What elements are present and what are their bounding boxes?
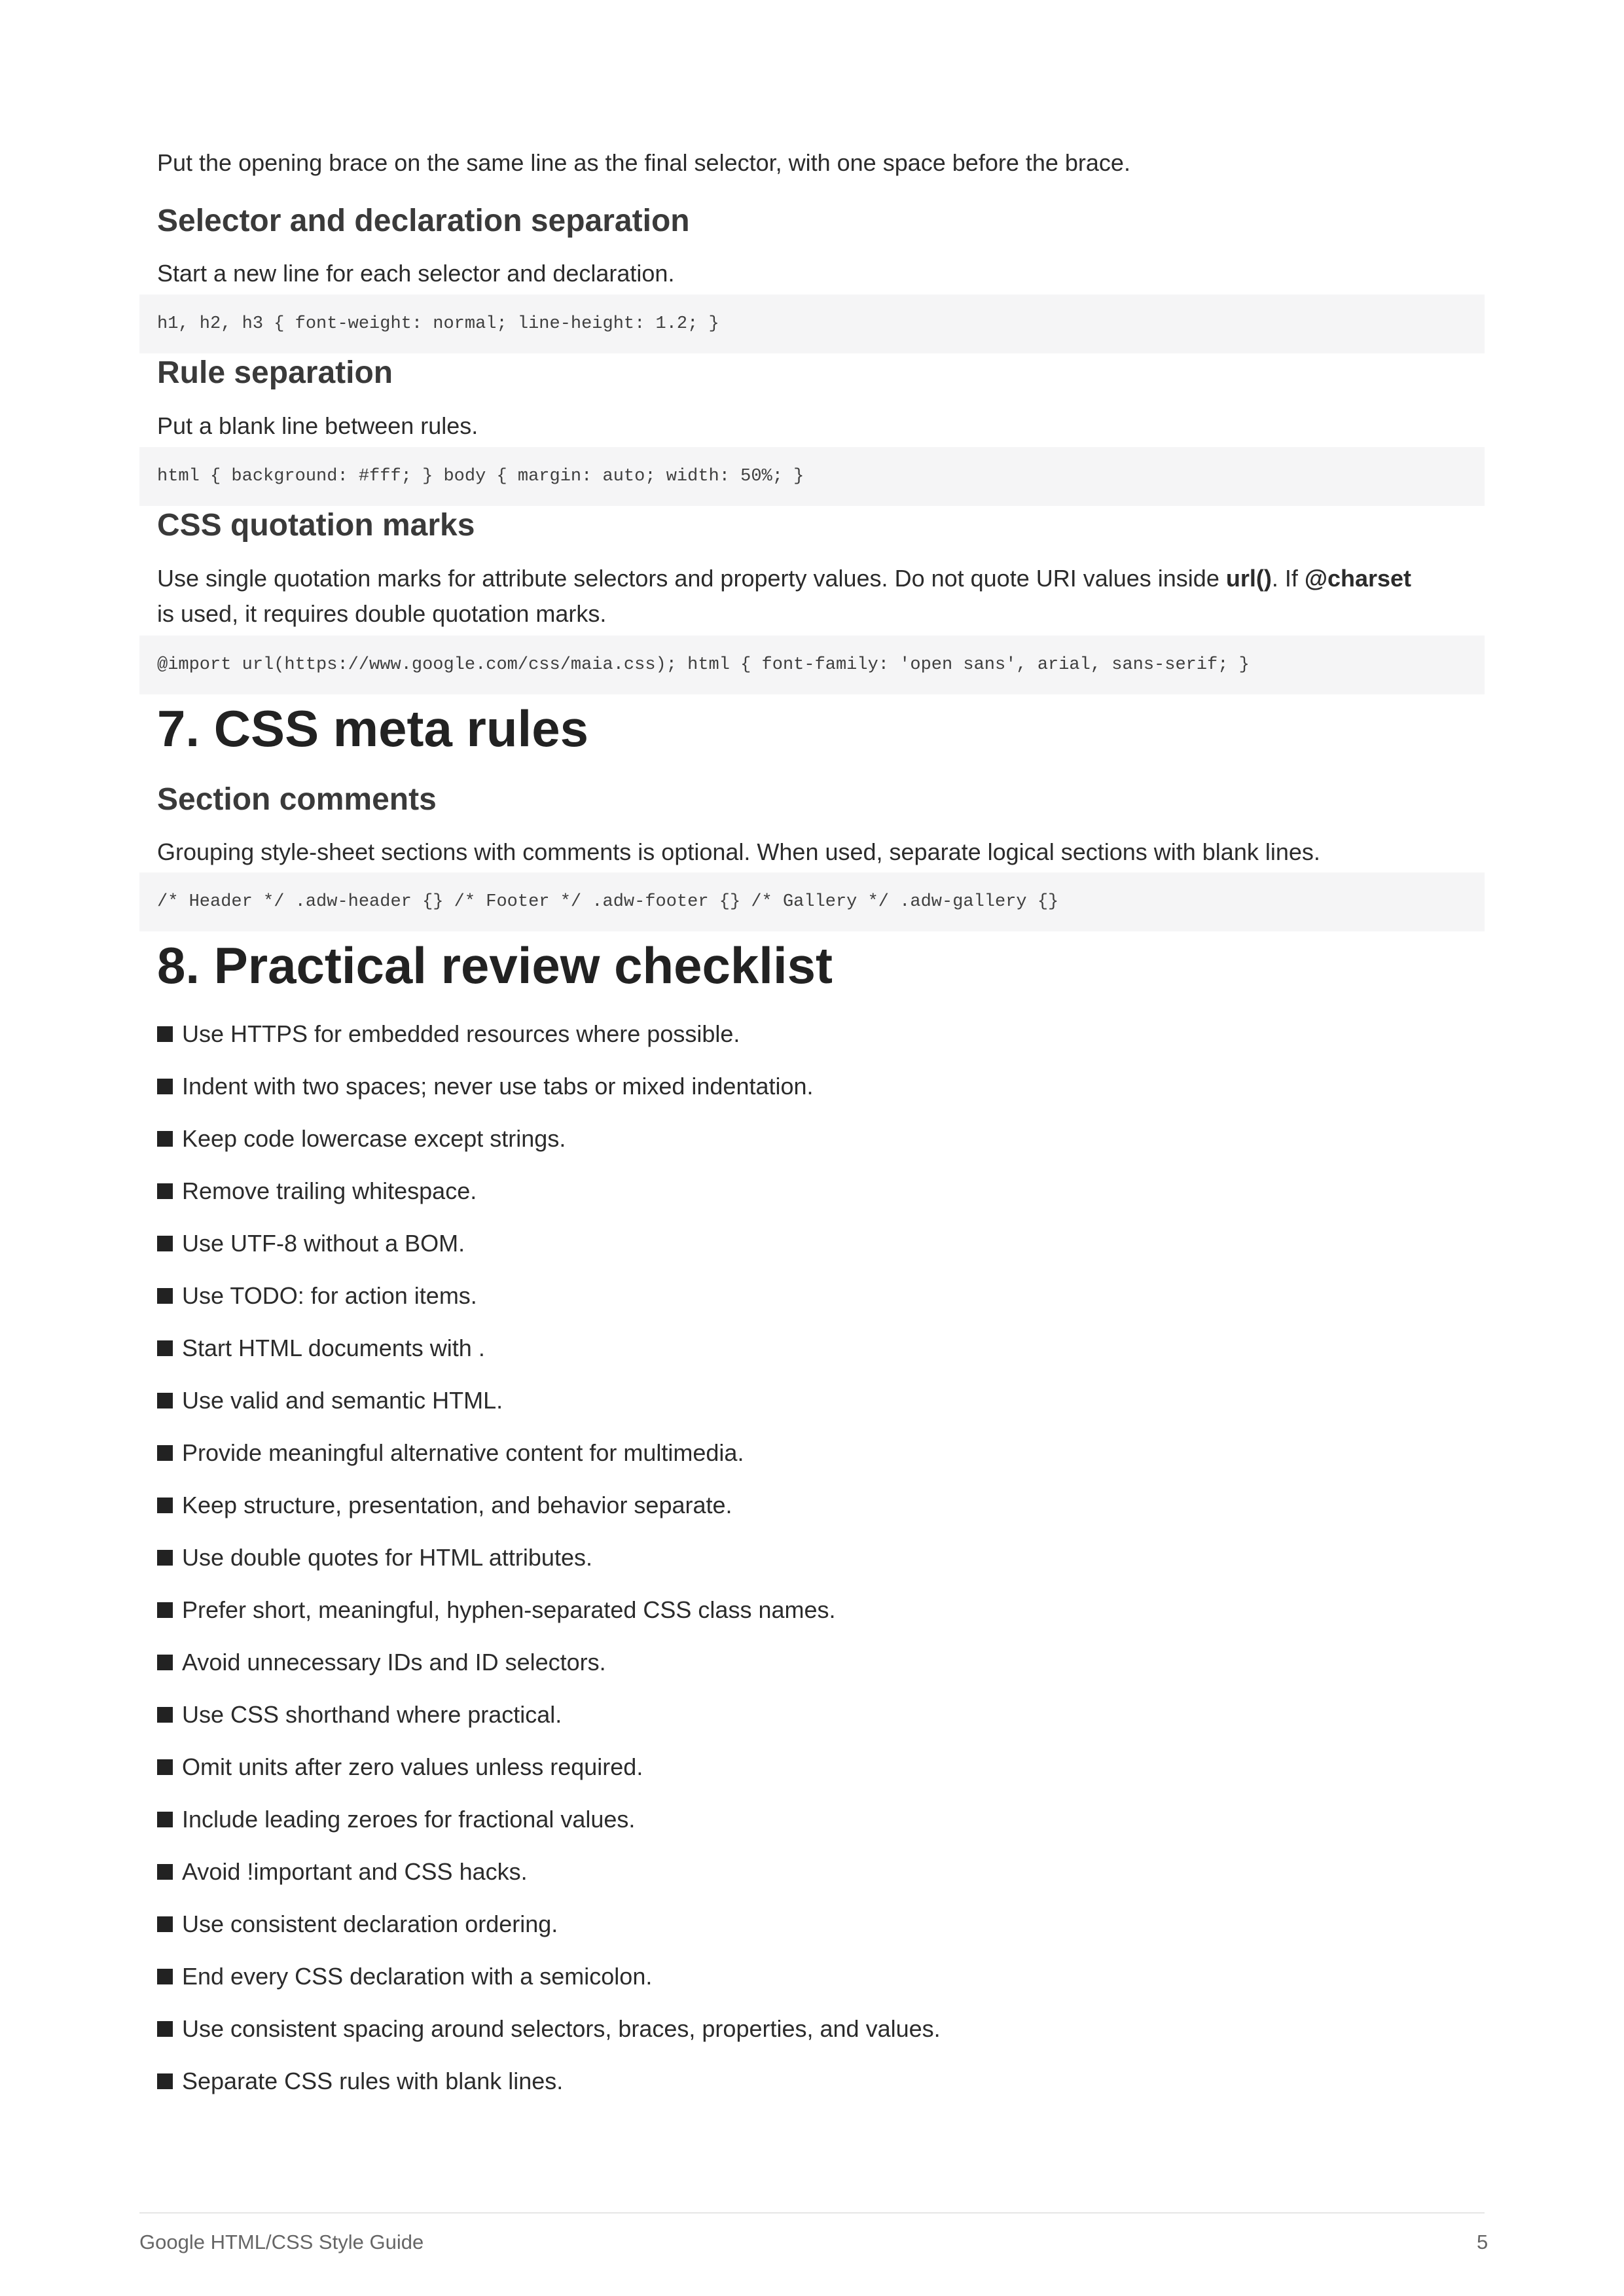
square-bullet-icon <box>157 1707 173 1723</box>
code-block-selector-separation: h1, h2, h3 { font-weight: normal; line-height: 1.2; } <box>139 295 1485 353</box>
square-bullet-icon <box>157 1550 173 1566</box>
checklist-item <box>157 1697 562 1732</box>
square-bullet-icon <box>157 1602 173 1618</box>
checklist-item <box>157 2011 941 2047</box>
square-bullet-icon <box>157 1916 173 1932</box>
heading-selector-separation: Selector and declaration separation <box>157 204 690 238</box>
checklist-item-text: Use UTF-8 without a BOM. <box>182 1230 465 1257</box>
square-bullet-icon <box>157 2021 173 2037</box>
section-comments-text: Grouping style-sheet sections with comments is optional. When used, separate logical sections with blank lines. <box>157 838 1320 865</box>
quotation-bold-charset: @charset <box>1304 565 1412 592</box>
square-bullet-icon <box>157 1026 173 1042</box>
heading-css-quotation-marks: CSS quotation marks <box>157 508 475 543</box>
checklist-item <box>157 1749 643 1785</box>
footer-page-number: 5 <box>1477 2231 1489 2253</box>
square-bullet-icon <box>157 1236 173 1251</box>
checklist-item-text: Indent with two spaces; never use tabs or mixed indentation. <box>182 1073 814 1100</box>
checklist-item <box>157 1435 744 1471</box>
checklist-item-text: Avoid !important and CSS hacks. <box>182 1858 528 1885</box>
square-bullet-icon <box>157 1340 173 1356</box>
checklist-item <box>157 1069 814 1104</box>
square-bullet-icon <box>157 1079 173 1094</box>
square-bullet-icon <box>157 1131 173 1147</box>
checklist-item-text: Use consistent declaration ordering. <box>182 1910 558 1937</box>
checklist-item <box>157 1174 477 1209</box>
quotation-text-middle: . If <box>1271 565 1305 592</box>
checklist-item-text: Use valid and semantic HTML. <box>182 1387 503 1414</box>
square-bullet-icon <box>157 1498 173 1513</box>
square-bullet-icon <box>157 1183 173 1199</box>
checklist-item <box>157 1016 740 1052</box>
checklist-item-text: Use double quotes for HTML attributes. <box>182 1544 592 1571</box>
checklist-item-text: Omit units after zero values unless required. <box>182 1753 643 1780</box>
checklist-item-text: Start HTML documents with . <box>182 1335 485 1361</box>
checklist-item <box>157 1540 592 1575</box>
square-bullet-icon <box>157 1288 173 1304</box>
checklist-item <box>157 2064 563 2099</box>
checklist-item-text: Keep structure, presentation, and behavior separate. <box>182 1492 732 1518</box>
checklist-item-text: Use CSS shorthand where practical. <box>182 1701 562 1728</box>
square-bullet-icon <box>157 1969 173 1984</box>
quotation-marks-text <box>157 561 1492 632</box>
checklist-item-text: Use consistent spacing around selectors, braces, properties, and values. <box>182 2015 941 2042</box>
square-bullet-icon <box>157 1655 173 1670</box>
checklist-item-text: Prefer short, meaningful, hyphen-separated CSS class names. <box>182 1596 836 1623</box>
checklist-item <box>157 1331 485 1366</box>
checklist-item-text: Avoid unnecessary IDs and ID selectors. <box>182 1649 606 1676</box>
rule-separation-text: Put a blank line between rules. <box>157 412 478 439</box>
heading-practical-review-checklist: 8. Practical review checklist <box>157 937 833 994</box>
square-bullet-icon <box>157 1812 173 1827</box>
quotation-bold-url: url() <box>1225 565 1272 592</box>
checklist-item <box>157 1121 566 1157</box>
checklist-item <box>157 1854 528 1890</box>
square-bullet-icon <box>157 1393 173 1408</box>
checklist-item <box>157 1907 558 1942</box>
heading-rule-separation: Rule separation <box>157 355 393 390</box>
square-bullet-icon <box>157 1864 173 1880</box>
heading-section-comments: Section comments <box>157 782 437 817</box>
footer-title: Google HTML/CSS Style Guide <box>139 2231 424 2253</box>
checklist-item-text: Separate CSS rules with blank lines. <box>182 2068 564 2094</box>
checklist-item-text: Use HTTPS for embedded resources where possible. <box>182 1020 740 1047</box>
checklist-item <box>157 1226 465 1261</box>
quotation-text-after: is used, it requires double quotation marks. <box>157 600 607 627</box>
intro-paragraph: Put the opening brace on the same line as the final selector, with one space before the brace. <box>157 149 1130 176</box>
checklist-item-text: End every CSS declaration with a semicolon. <box>182 1963 653 1990</box>
checklist-item-text: Include leading zeroes for fractional values. <box>182 1806 636 1833</box>
checklist-item <box>157 1278 477 1314</box>
footer-divider <box>139 2212 1485 2214</box>
checklist-item <box>157 1802 635 1837</box>
checklist-item <box>157 1383 503 1418</box>
checklist-item-text: Use TODO: for action items. <box>182 1282 477 1309</box>
checklist-item <box>157 1488 732 1523</box>
checklist-item-text: Keep code lowercase except strings. <box>182 1125 566 1152</box>
checklist-item-text: Remove trailing whitespace. <box>182 1177 477 1204</box>
code-block-rule-separation: html { background: #fff; } body { margin: auto; width: 50%; } <box>139 447 1485 506</box>
square-bullet-icon <box>157 2073 173 2089</box>
heading-css-meta-rules: 7. CSS meta rules <box>157 700 588 757</box>
square-bullet-icon <box>157 1445 173 1461</box>
selector-separation-text: Start a new line for each selector and declaration. <box>157 260 675 287</box>
checklist-item <box>157 1959 652 1994</box>
code-block-quotation-marks: @import url(https://www.google.com/css/maia.css); html { font-family: 'open sans', arial, sans-serif; } <box>139 636 1485 694</box>
code-block-section-comments: /* Header */ .adw-header {} /* Footer */ .adw-footer {} /* Gallery */ .adw-gallery {} <box>139 872 1485 931</box>
checklist-item <box>157 1592 836 1628</box>
quotation-text-before: Use single quotation marks for attribute selectors and property values. Do not quote URI values inside <box>157 565 1226 592</box>
checklist-item <box>157 1645 606 1680</box>
checklist-item-text: Provide meaningful alternative content for multimedia. <box>182 1439 744 1466</box>
square-bullet-icon <box>157 1759 173 1775</box>
